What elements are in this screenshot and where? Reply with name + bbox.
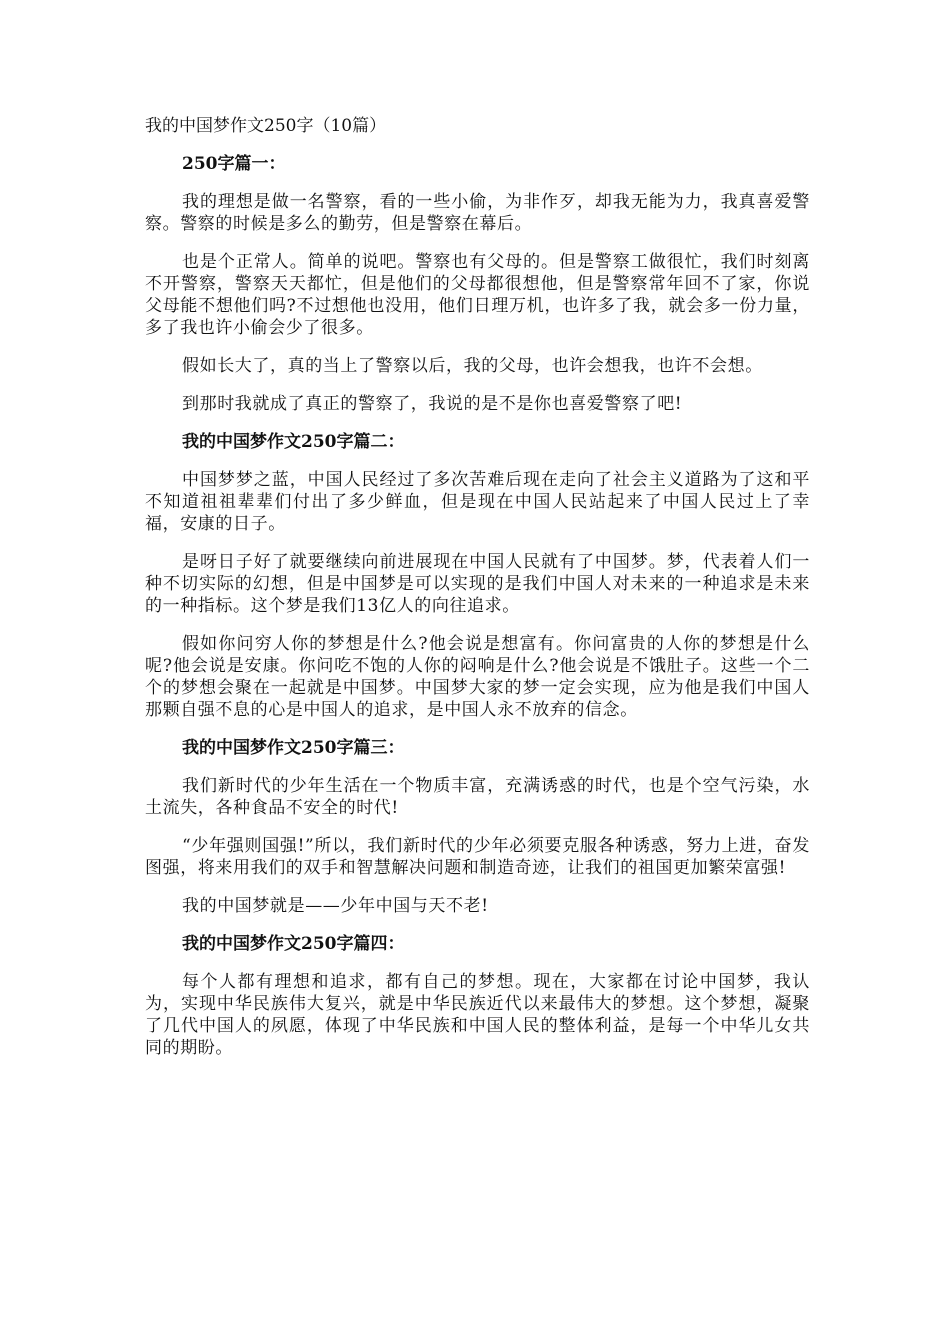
section-heading: 250字篇一： (182, 154, 286, 174)
document-title: 我的中国梦作文250字（10篇） (145, 116, 387, 136)
section-4 (145, 933, 810, 1059)
paragraph: 中国梦梦之蓝，中国人民经过了多次苦难后现在走向了社会主义道路为了这和平不知道祖祖辈辈们付出了多少鲜血，但是现在中国人民站起来了中国人民过上了幸福，安康的日子。 (145, 470, 810, 534)
paragraph: 到那时我就成了真正的警察了，我说的是不是你也喜爱警察了吧! (182, 394, 683, 414)
paragraph: 每个人都有理想和追求，都有自己的梦想。现在，大家都在讨论中国梦，我认为，实现中华民族伟大复兴，就是中华民族近代以来最伟大的梦想。这个梦想，凝聚了几代中国人的夙愿，体现了中华民族和中国人民的整体利益，是每一个中华儿女共同的期盼。 (145, 972, 810, 1058)
paragraph: 我们新时代的少年生活在一个物质丰富，充满诱惑的时代，也是个空气污染，水土流失，各种食品不安全的时代! (145, 776, 810, 818)
paragraph: 也是个正常人。简单的说吧。警察也有父母的。但是警察工做很忙，我们时刻离不开警察，警察天天都忙，但是他们的父母都很想他，但是警察常年回不了家，你说父母能不想他们吗?不过想他也没用，他们日理万机，也许多了我，就会多一份力量，多了我也许小偷会少了很多。 (145, 252, 810, 338)
section-heading: 我的中国梦作文250字篇四： (182, 934, 405, 954)
paragraph: “少年强则国强!”所以，我们新时代的少年必须要克服各种诱惑，努力上进，奋发图强，将来用我们的双手和智慧解决问题和制造奇迹，让我们的祖国更加繁荣富强! (145, 836, 810, 878)
paragraph: 我的理想是做一名警察，看的一些小偷，为非作歹，却我无能为力，我真喜爱警察。警察的时候是多么的勤劳，但是警察在幕后。 (145, 192, 810, 234)
paragraph: 假如你问穷人你的梦想是什么?他会说是想富有。你问富贵的人你的梦想是什么呢?他会说是安康。你问吃不饱的人你的闷响是什么?他会说是不饿肚子。这些一个二个的梦想会聚在一起就是中国梦。中国梦大家的梦一定会实现，应为他是我们中国人那颗自强不息的心是中国人的追求，是中国人永不放弃的信念。 (145, 634, 810, 720)
section-2 (145, 431, 810, 721)
section-3 (145, 737, 810, 917)
section-heading: 我的中国梦作文250字篇三： (182, 738, 405, 758)
paragraph: 我的中国梦就是——少年中国与天不老! (182, 896, 489, 916)
paragraph: 假如长大了，真的当上了警察以后，我的父母，也许会想我，也许不会想。 (182, 356, 763, 376)
paragraph: 是呀日子好了就要继续向前进展现在中国人民就有了中国梦。梦，代表着人们一种不切实际的幻想，但是中国梦是可以实现的是我们中国人对未来的一种追求是未来的一种指标。这个梦是我们13亿人的向往追求。 (145, 552, 810, 616)
section-heading: 我的中国梦作文250字篇二： (182, 432, 405, 452)
document-page (145, 115, 810, 1075)
section-1 (145, 153, 810, 415)
